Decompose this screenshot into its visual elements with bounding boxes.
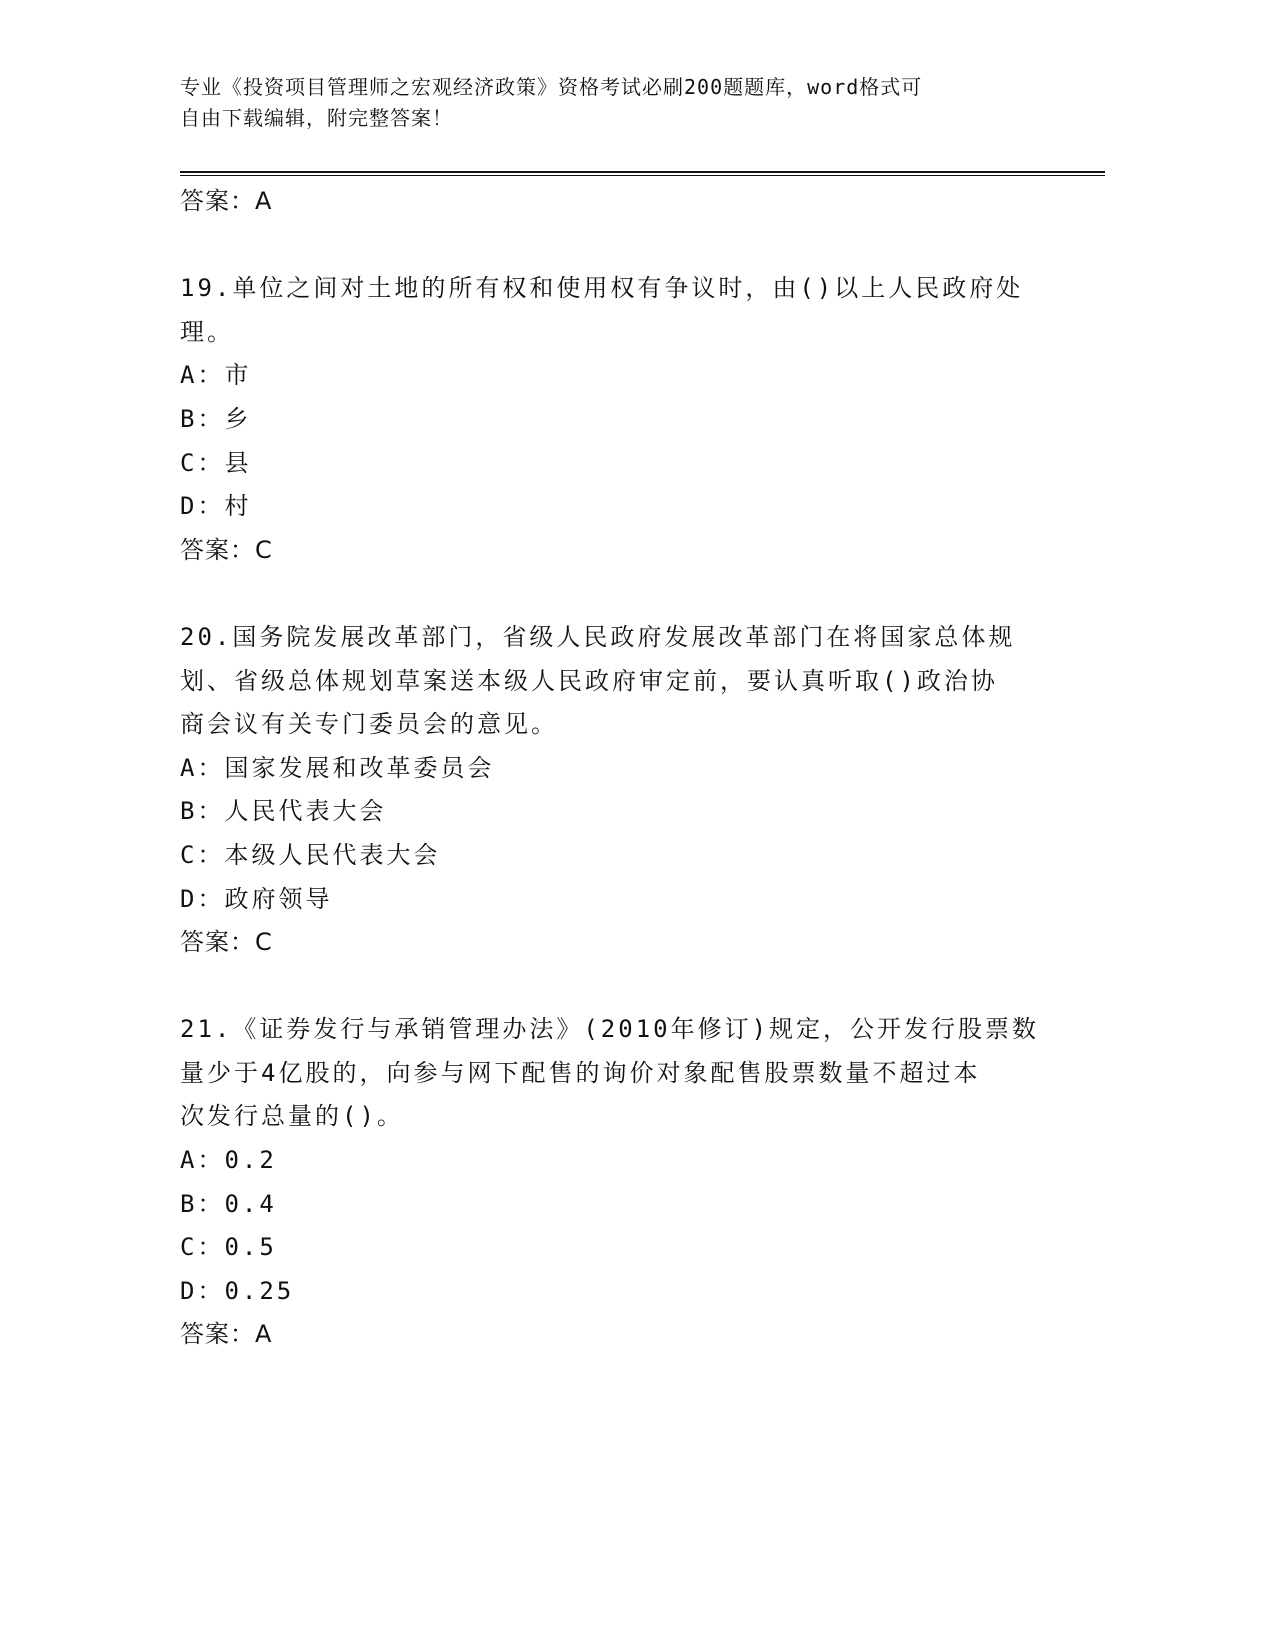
question-text: 量少于4亿股的，向参与网下配售的询价对象配售股票数量不超过本 — [180, 1058, 981, 1087]
header-divider — [180, 171, 1105, 176]
question-text: 次发行总量的()。 — [180, 1102, 404, 1131]
question-21 — [180, 1008, 1080, 1357]
question-text: 21.《证券发行与承销管理办法》(2010年修订)规定，公开发行股票数 — [180, 1015, 1040, 1044]
option-a: A：0.2 — [180, 1146, 277, 1175]
option-d: D：村 — [180, 492, 252, 521]
answer: 答案：C — [180, 535, 273, 564]
option-b: B：人民代表大会 — [180, 797, 387, 826]
header-line: 自由下载编辑，附完整答案！ — [180, 106, 453, 130]
header-line: 专业《投资项目管理师之宏观经济政策》资格考试必刷200题题库，word格式可 — [180, 75, 923, 99]
question-text: 划、省级总体规划草案送本级人民政府审定前，要认真听取()政治协 — [180, 666, 998, 695]
option-c: C：县 — [180, 448, 252, 477]
question-text: 19.单位之间对土地的所有权和使用权有争议时，由()以上人民政府处 — [180, 274, 1024, 303]
question-text: 20.国务院发展改革部门，省级人民政府发展改革部门在将国家总体规 — [180, 622, 1016, 651]
question-text: 商会议有关专门委员会的意见。 — [180, 710, 558, 739]
question-text: 理。 — [180, 317, 234, 346]
previous-answer: 答案：A — [180, 187, 273, 215]
question-19 — [180, 267, 1080, 572]
option-b: B：0.4 — [180, 1189, 277, 1218]
option-c: C：本级人民代表大会 — [180, 840, 441, 869]
option-b: B：乡 — [180, 404, 252, 433]
option-d: D：政府领导 — [180, 884, 333, 913]
option-d: D：0.25 — [180, 1276, 295, 1305]
option-a: A：市 — [180, 361, 252, 390]
answer: 答案：A — [180, 1320, 273, 1349]
document-header — [180, 72, 1040, 134]
question-20 — [180, 616, 1080, 965]
answer: 答案：C — [180, 928, 273, 957]
option-a: A：国家发展和改革委员会 — [180, 753, 495, 782]
option-c: C：0.5 — [180, 1233, 277, 1262]
question-list — [180, 180, 1080, 1357]
